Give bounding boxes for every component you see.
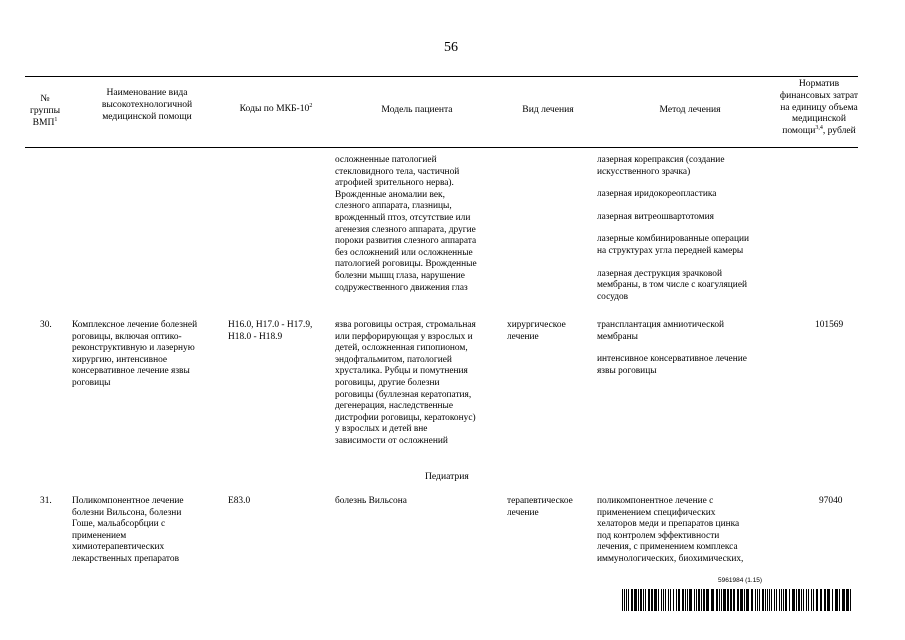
header-col-cost-norm: Норматив финансовых затрат на единицу объема медицинской помощи$^{3,4}$, рублей	[779, 78, 859, 137]
barcode-number: 5961984 (1.15)	[718, 577, 763, 584]
header-col-treatment-type: Вид лечения	[522, 104, 574, 115]
row30-treatment-type: хирургическое лечение	[507, 320, 566, 342]
page-number: 56	[444, 40, 458, 55]
row31-methods: поликомпонентное лечение с применением специфических хелаторов меди и препаратов цинка под контролем эффективности лечения, с применением комплекса иммунологических, биохимических,	[597, 496, 744, 564]
row31-treatment-type: терапевтическое лечение	[507, 496, 573, 518]
continuation-methods	[597, 155, 749, 314]
header-col-method: Метод лечения	[659, 104, 721, 115]
method-item: трансплантация амниотической мембраны	[597, 320, 725, 342]
row30-patient-model: язва роговицы острая, стромальная или перфорирующая у взрослых и детей, осложненная гипопионом, эндофтальмитом, патологией хрусталика. Рубцы и помутнения роговицы, другие болезни роговицы (буллезная кератопатия, дегенерация, наследственные дистрофии роговицы, кератоконус) у взрослых и детей вне зависимости от осложнений	[335, 320, 476, 446]
header-col-care-type: Наименование вида высокотехнологичной медицинской помощи	[101, 87, 193, 122]
continuation-patient-model: осложненные патологией стекловидного тела, частичной атрофией зрительного нерва). Врожденные аномалии век, слезного аппарата, глазницы, врожденный птоз, отсутствие или агенезия слезного аппарата, другие пороки развития слезного аппарата без осложнений или осложненные патологией роговицы. Врожденные болезни мышц глаза, нарушение содружественного движения глаз	[335, 155, 477, 293]
row30-care-name: Комплексное лечение болезней роговицы, включая оптико- реконструктивную и лазерную хирургию, интенсивное консервативное лечение язвы роговицы	[72, 320, 198, 388]
row30-methods	[597, 320, 747, 388]
method-item: лазерная корепраксия (создание искусственного зрачка)	[597, 155, 725, 177]
method-item: лазерная витреошвартотомия	[597, 211, 714, 222]
method-item: интенсивное консервативное лечение язвы роговицы	[597, 354, 747, 376]
method-item: лазерная деструкция зрачковой мембраны, в том числе с коагуляцией сосудов	[597, 268, 748, 302]
row30-cost: 101569	[815, 320, 844, 330]
method-item: лазерная иридокореопластика	[597, 189, 717, 200]
header-col-patient-model: Модель пациента	[381, 104, 453, 115]
header-top-rule	[25, 76, 858, 77]
method-item: лазерные комбинированные операции на структурах угла передней камеры	[597, 234, 749, 256]
section-title-pediatrics: Педиатрия	[425, 471, 469, 482]
barcode-image	[622, 589, 855, 611]
row30-icd-codes: H16.0, H17.0 - H17.9, H18.0 - H18.9	[228, 320, 313, 342]
header-col-icd-codes: Коды по МКБ-$10^2$	[239, 102, 313, 114]
header-bottom-rule	[25, 147, 858, 148]
header-col-group: № группы ВМП$^1$	[29, 93, 61, 128]
row31-icd-codes: E83.0	[228, 496, 251, 506]
row31-care-name: Поликомпонентное лечение болезни Вильсона, болезни Гоше, мальабсорбции с применением химиотерапевтических лекарственных препаратов	[72, 496, 184, 564]
row30-number: 30.	[40, 320, 52, 330]
row31-cost: 97040	[819, 496, 843, 506]
row31-patient-model: болезнь Вильсона	[335, 496, 407, 506]
row31-number: 31.	[40, 496, 52, 506]
